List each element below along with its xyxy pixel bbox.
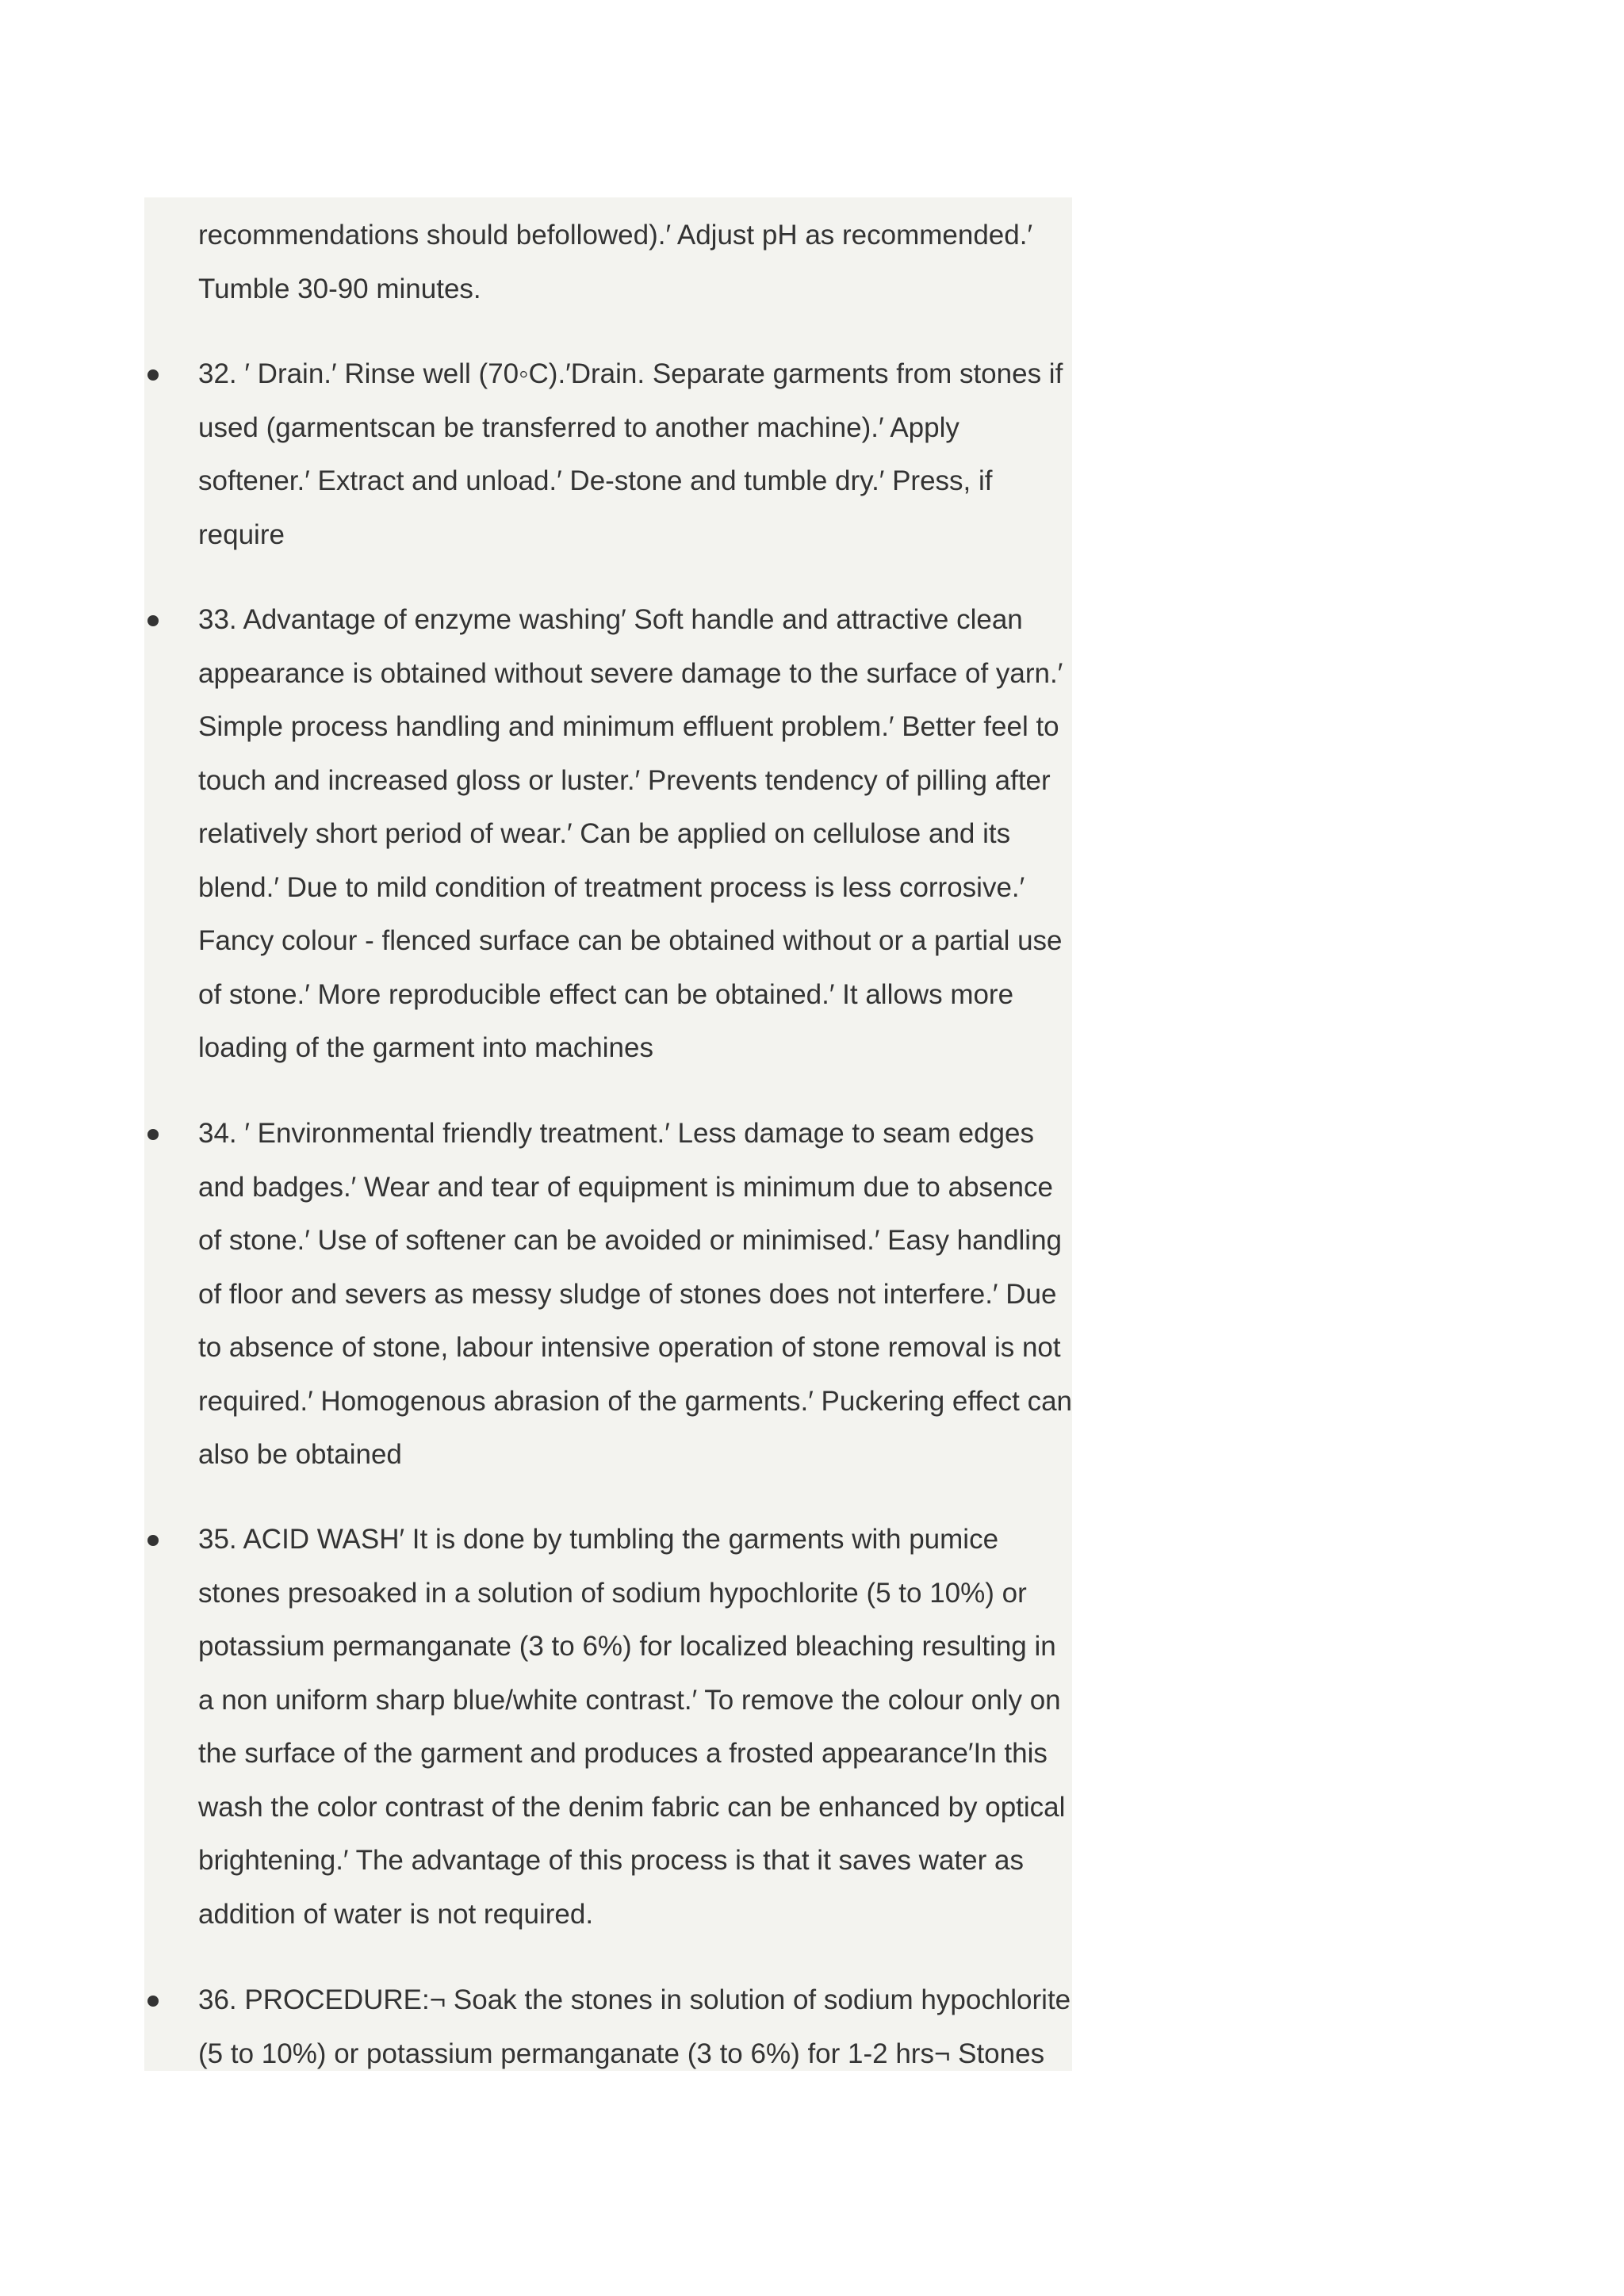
bullet-33 [147, 615, 159, 626]
paragraph-36: 36. PROCEDURE:¬ Soak the stones in solution of sodium hypochlorite (5 to 10%) or potassium permanganate (3 to 6%) for 1-2 hrs¬ Stones [198, 1984, 1071, 2069]
paragraph-35: 35. ACID WASH′ It is done by tumbling the garments with pumice stones presoaked in a solution of sodium hypochlorite (5 to 10%) or potassium permanganate (3 to 6%) for localized bleaching resulting in a non uniform sharp blue/white contrast.′ To remove the colour only on the surface of the garment and produces a frosted appearance′In this wash the color contrast of the denim fabric can be enhanced by optical brightening.′ The advantage of this process is that it saves water as addition of water is not required. [198, 1524, 1066, 1930]
bullet-36 [147, 1996, 159, 2007]
paragraph-32: 32. ′ Drain.′ Rinse well (70◦C).′Drain. Separate garments from stones if used (garmentscan be transferred to another machine).′ Apply softener.′ Extract and unload.′ De-stone and tumble dry.′ Press, if require [198, 358, 1063, 550]
bullet-35 [147, 1535, 159, 1546]
bullet-34 [147, 1129, 159, 1140]
paragraph-34: 34. ′ Environmental friendly treatment.′ Less damage to seam edges and badges.′ Wear and tear of equipment is minimum due to absence of stone.′ Use of softener can be avoided or minimised.′ Easy handling of floor and severs as messy sludge of stones does not interfere.′ Due to absence of stone, labour intensive operation of stone removal is not required.′ Homogenous abrasion of the garments.′ Puckering effect can also be obtained [198, 1118, 1073, 1470]
paragraph-33: 33. Advantage of enzyme washing′ Soft handle and attractive clean appearance is obtained without severe damage to the surface of yarn.′ Simple process handling and minimum effluent problem.′ Better feel to touch and increased gloss or luster.′ Prevents tendency of pilling after relatively short period of wear.′ Can be applied on cellulose and its blend.′ Due to mild condition of treatment process is less corrosive.′ Fancy colour - flenced surface can be obtained without or a partial use of stone.′ More reproducible effect can be obtained.′ It allows more loading of the garment into machines [198, 604, 1063, 1063]
bullet-32 [147, 369, 159, 381]
paragraph-continued: recommendations should befollowed).′ Adjust pH as recommended.′ Tumble 30-90 minutes. [198, 220, 1033, 304]
